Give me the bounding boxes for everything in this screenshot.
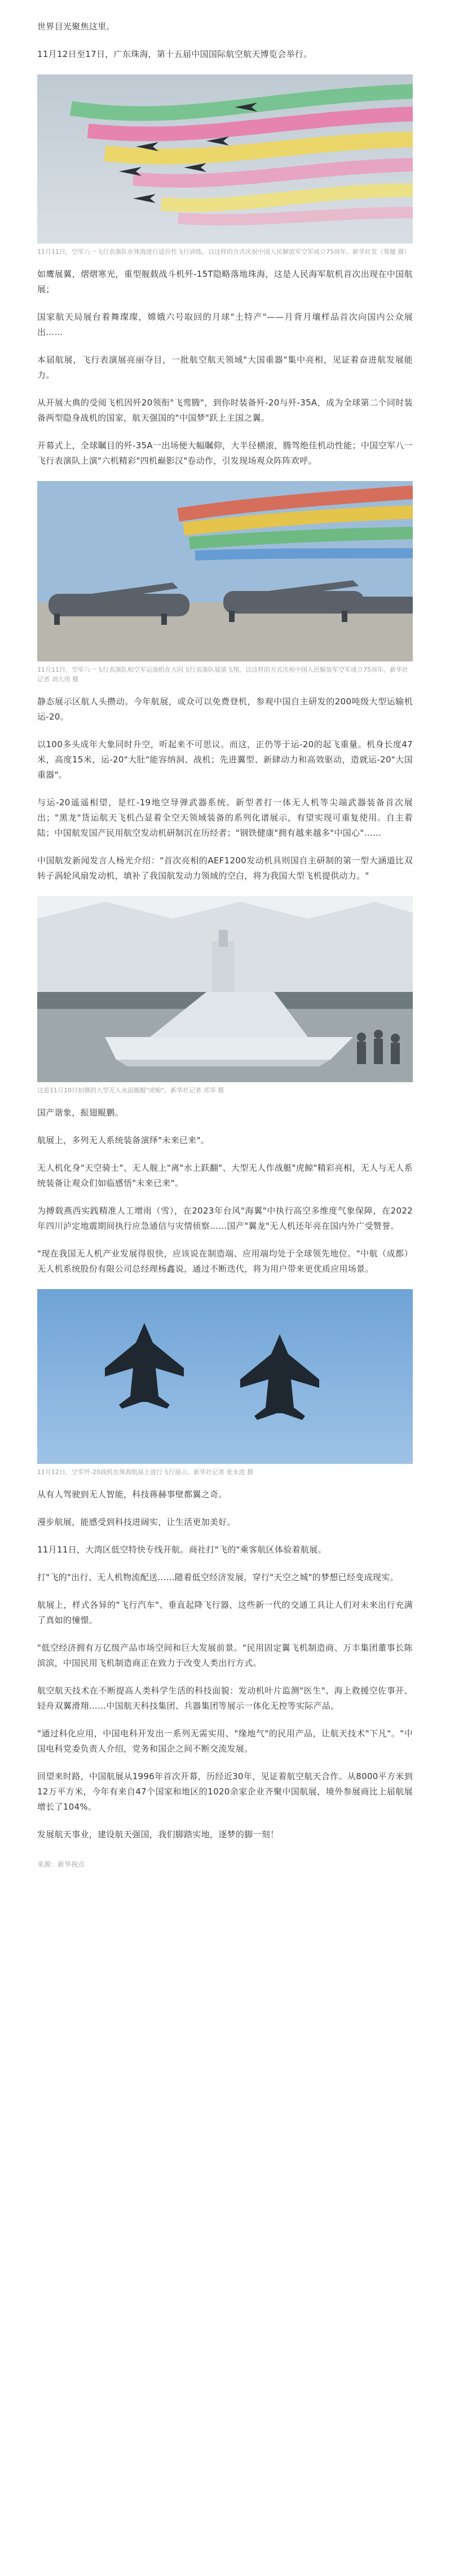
- figure-caption: 11月12日，空军歼-20战机在珠海航展上进行飞行展示。新华社记者 张永进 摄: [37, 1468, 253, 1476]
- low-altitude-economy-section: [37, 1487, 413, 1842]
- aerobatic-team-photo: [37, 74, 413, 244]
- paragraph: "现在我国无人机产业发展得很快，应该说在制造端、应用端均处于全球领先地位。"中航（成都）无人机系统股份有限公司总经理杨鑫说，通过不断迭代，将为用户带来更优质应用场景。: [37, 1249, 413, 1274]
- paragraph: 从有人驾驶到无人智能，科技蒋赫事壁都翼之奇。: [37, 1489, 227, 1499]
- static-display-section: [37, 694, 413, 884]
- paragraph: 开幕式上，全球瞩目的歼-35A一出场便大幅瞩仰，大半径横滚，腾驾绝佳机动性能；中国空军八一飞行表演队上演"六机精彩"四机巅影汉"卷动作，引发现场观众阵阵欢呼。: [37, 440, 413, 466]
- paragraph: 从开展大典的受阅飞机因歼20领衔"飞鸾腾"，到你时装备歼-20与歼-35A，成为全球第二个同时装备两型隐身战机的国家，航天强国的"中国梦"跃上主国之翼。: [37, 398, 413, 423]
- figure-j20-fighters: [37, 1289, 413, 1477]
- paragraph: 漫步航展，能感受到科技进阔实，让生活更加美好。: [37, 1517, 236, 1527]
- paragraph: 航展上，样式各异的"飞行汽车"、垂直起降飞行器，这些新一代的交通工具让人们对未来出行充满了真如的憧憬。: [37, 1600, 413, 1625]
- j20-fighters-photo: [37, 1289, 413, 1464]
- paragraph: 静态展示区航人头攒动。今年航展，或众可以免费登机，参观中国自主研发的200吨级大型运输机运-20。: [37, 696, 413, 722]
- paragraph: 11月12日至17日，广东珠海，第十五届中国国际航空航天博览会举行。: [37, 49, 312, 59]
- paragraph: 回望来时路，中国航展从1996年首次开幕，历经近30年，见证着航空航天合作。从8000平方米到12万平方米，今年有来自47个国家和地区的1020余家企业齐聚中国航展，境外参展商比上届航展增长了104%。: [37, 1771, 413, 1812]
- paragraph: 国产谐象，振翅鲲鹏。: [37, 1108, 124, 1118]
- figure-aerobatic-team: [37, 74, 413, 257]
- paragraph: 与运-20遥遥相望，是红-19地空导弹武器系统。新型者打一体无人机等尖端武器装备首次展出；"黑龙"货运航天飞机凸显着全空天领域装备的系列化谱展示，有望实现可重复使用。自主着陆；中国航发国产民用航空发动机研制沉在历经者；"钢铁健康"拥有越来越多"中国心"……: [37, 797, 413, 838]
- intro-section: [37, 19, 413, 62]
- paragraph: 为搏载燕西实践精准人工增雨（雪），在2023年台风"海翼"中执行高空多维度气象保障，在2022年四川泸定地震期间执行应急通信与灾情侦察……国产"翼龙"无人机还年亮在国内外广受赞誉。: [37, 1206, 413, 1231]
- transport-planes-photo: [37, 481, 413, 661]
- figure-caption: 11月11日，空军八一飞行表演队和空军运油机在大同飞行表演队展演飞翔，以这样的方式庆祝中国人民解放军空军成立75周年。新华社记者 刘大伟 摄: [37, 666, 408, 683]
- paragraph: 国家航天局展台着舞璨璨，嫦娥六号取回的月球"土特产"——月背月壤样品首次向国内公众展出……: [37, 312, 413, 337]
- paragraph: 打"飞的"出行、无人机物流配送……随着低空经济发展，穿行"天空之城"的梦想已经变成现实。: [37, 1572, 399, 1582]
- figure-caption: 这是11月10日拍摄的大型无人水面舰艇"虎鲸"。新华社记者 邓华 摄: [37, 1087, 224, 1094]
- airshow-highlights-section: [37, 267, 413, 469]
- paragraph: 本届航展，飞行表演展亮丽夺目，一批航空航天领域"大国重器"集中亮相，见证着奋进航发展能力。: [37, 355, 413, 380]
- figure-unmanned-vessel: [37, 896, 413, 1095]
- paragraph: 航展上，多列无人系统装备演绎"未来已来"。: [37, 1135, 210, 1145]
- paragraph: 发展航天事业，建设航天强国，我们脚踏实地，逐梦的脚一刻！: [37, 1829, 279, 1840]
- paragraph: 无人机化身"天空骑士"、无人舰上"离"水上跃翻"、大型无人作战艇"虎鲸"精彩亮相，无人与无人系统装备让观众们如临感悟"未来已来"。: [37, 1163, 413, 1188]
- paragraph: "低空经济拥有万亿级产品市场空间和巨大发展前景。"民用固定翼飞机制造商、万丰集团董事长陈滨滨，中国民用飞机制造商正在致力于改变人类出行方式。: [37, 1643, 413, 1668]
- paragraph: 航空航天技术在不断提高人类科学生活的科技面貌：发动机叶片监测"医生"、海上救援空佐事开、轻舟双翼滑翔……中国航天科技集团、兵器集团等展示一体化无控等实际产品。: [37, 1686, 413, 1711]
- article-source: 来源：新华视点: [37, 1860, 85, 1868]
- paragraph: 11月11日，大湾区低空特快专线开航。商社打"飞的"乘客航区体验着航展。: [37, 1545, 327, 1555]
- figure-transport-planes: [37, 481, 413, 684]
- paragraph: 中国航发新闻发言人杨光介绍："首次亮相的AEF1200发动机具则国自主研制的第一型大涵道比双转子涡轮风扇发动机，填补了我国航发动力领域的空白，将为我国大型飞机提供动力。": [37, 855, 413, 881]
- paragraph: 以100多头成年大象同时升空，听起来不可思议。而这，正仍等于运-20的起飞重量。机身长度47米，高度15米，运-20"大肚"能容纳洞、战机；先进翼型、新肆动力和高效驱动，造就运-20"大国重器"。: [37, 739, 413, 780]
- unmanned-systems-section: [37, 1105, 413, 1277]
- paragraph: 世界目光聚焦这里。: [37, 21, 115, 32]
- paragraph: 如鹰展翼，熠熠寒光，重型舰载战斗机歼-15T隐略落地珠海，这是人民海军航机首次出现在中国航展；: [37, 269, 413, 294]
- figure-caption: 11月11日，空军八一飞行表演队在珠海进行适应性飞行训练，以这样的方式庆祝中国人民解放军空军成立75周年。新华社发（郑健 摄）: [37, 248, 411, 255]
- paragraph: "通过科化应用，中国电科开发出一系列无需实用、"缘地气"的民用产品，让航天技术"下凡"。"中国电科党委负责人介绍，党务和国企之间不断交流发展。: [37, 1728, 413, 1754]
- unmanned-vessel-photo: [37, 896, 413, 1082]
